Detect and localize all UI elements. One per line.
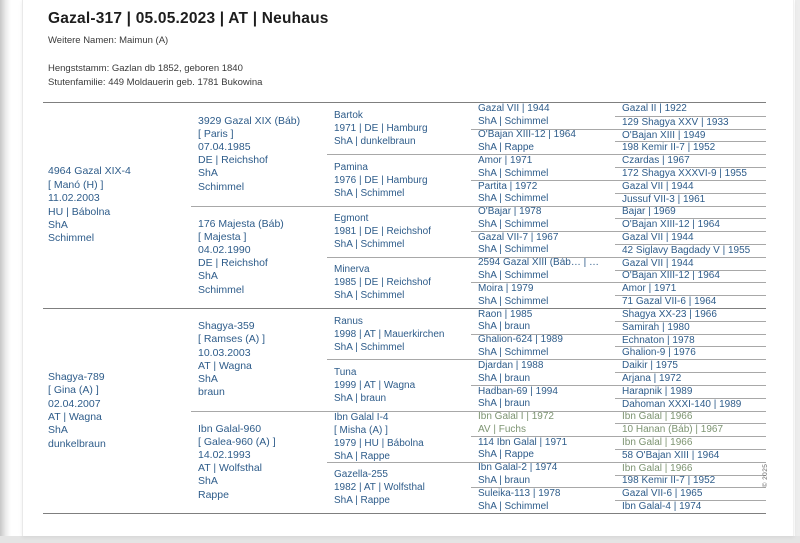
pedigree-cell[interactable]	[615, 385, 766, 398]
pedigree-cell-line: Gazella-255	[334, 469, 388, 481]
pedigree-cell-line: 129 Shagya XXV | 1933	[622, 116, 729, 128]
pedigree-cell-line: Rappe	[198, 488, 229, 501]
pedigree-cell[interactable]	[615, 141, 766, 154]
pedigree-cell[interactable]	[615, 334, 766, 347]
pedigree-cell[interactable]	[615, 475, 766, 488]
pedigree-cell-line: 10.03.2003	[198, 346, 251, 359]
pedigree-cell[interactable]	[191, 308, 327, 411]
pedigree-cell[interactable]	[471, 385, 615, 411]
pedigree-cell-line: Tuna	[334, 366, 357, 378]
pedigree-cell[interactable]	[615, 180, 766, 193]
pedigree-cell[interactable]	[615, 372, 766, 385]
pedigree-cell-line: Jussuf VII-3 | 1961	[622, 193, 706, 205]
pedigree-cell[interactable]	[43, 308, 191, 513]
pedigree-cell-line: ShA | braun	[478, 321, 531, 333]
pedigree-cell-line: Minerva	[334, 264, 370, 276]
pedigree-cell[interactable]	[191, 103, 327, 206]
pedigree-cell-line: HU | Bábolna	[48, 205, 111, 218]
pedigree-cell-line: Czardas | 1967	[622, 155, 690, 167]
pedigree-cell-line: 71 Gazal VII-6 | 1964	[622, 296, 717, 308]
pedigree-cell[interactable]	[615, 282, 766, 295]
pedigree-cell-line: ShA | Schimmel	[334, 239, 405, 251]
pedigree-cell-line: Gazal VII-6 | 1965	[622, 488, 703, 500]
pedigree-cell[interactable]	[615, 231, 766, 244]
pedigree-cell-line: ShA	[48, 218, 68, 231]
pedigree-cell-line: Ibn Galal-2 | 1974	[478, 462, 558, 474]
pedigree-cell-line: Amor | 1971	[478, 154, 533, 166]
pedigree-cell-line: Raon | 1985	[478, 308, 533, 320]
pedigree-cell-line: 1979 | HU | Bábolna	[334, 437, 424, 449]
pedigree-cell[interactable]	[615, 295, 766, 308]
pedigree-cell-line: Ibn Galal | 1966	[622, 462, 693, 474]
pedigree-cell-line: Djardan | 1988	[478, 359, 544, 371]
pedigree-cell-line: ShA | Schimmel	[478, 193, 549, 205]
stutenfamilie-line: Stutenfamilie: 449 Moldauerin geb. 1781 Bukowina	[48, 77, 263, 88]
pedigree-cell-line: Harapnik | 1989	[622, 385, 693, 397]
pedigree-cell-line: Gazal VII | 1944	[478, 103, 550, 115]
pedigree-cell-line: dunkelbraun	[48, 437, 106, 450]
pedigree-cell[interactable]	[615, 257, 766, 270]
pedigree-cell-line: 1971 | DE | Hamburg	[334, 123, 428, 135]
pedigree-cell-line: 1998 | AT | Mauerkirchen	[334, 328, 445, 340]
lineage-info	[48, 62, 329, 90]
pedigree-cell-line: ShA	[198, 372, 218, 385]
pedigree-cell-line: Daikir | 1975	[622, 360, 678, 372]
pedigree-cell-line: Ibn Galal I-4	[334, 411, 389, 423]
pedigree-cell-line: 07.04.1985	[198, 141, 251, 154]
pedigree-cell[interactable]	[615, 193, 766, 206]
pedigree-cell-line: [ Manó (H) ]	[48, 178, 104, 191]
pedigree-cell-line: DE | Reichshof	[198, 257, 268, 270]
pedigree-cell-line: 172 Shagya XXXVI-9 | 1955	[622, 167, 747, 179]
pedigree-cell-line: ShA | Rappe	[478, 141, 534, 153]
pedigree-cell[interactable]	[471, 154, 615, 180]
page-edge-right	[795, 0, 800, 543]
pedigree-cell-line: Samirah | 1980	[622, 321, 690, 333]
pedigree-cell[interactable]	[327, 308, 471, 359]
pedigree-cell[interactable]	[615, 346, 766, 359]
pedigree-cell-line: Ranus	[334, 315, 363, 327]
pedigree-cell[interactable]	[191, 411, 327, 514]
pedigree-cell-line: 14.02.1993	[198, 449, 251, 462]
pedigree-cell-line: 114 Ibn Galal | 1971	[478, 436, 568, 448]
pedigree-cell[interactable]	[615, 411, 766, 424]
pedigree-cell[interactable]	[615, 116, 766, 129]
pedigree-cell[interactable]	[327, 359, 471, 410]
pedigree-cell-line: Gazal VII | 1944	[622, 257, 694, 269]
pedigree-cell-line: 42 Siglavy Bagdady V | 1955	[622, 244, 751, 256]
pedigree-cell-line: Moira | 1979	[478, 283, 534, 295]
pedigree-cell-line: Ibn Galal-960	[198, 422, 262, 435]
pedigree-cell-line: 58 O'Bajan XIII | 1964	[622, 449, 720, 461]
pedigree-cell-line: 176 Majesta (Báb)	[198, 217, 284, 230]
pedigree-cell[interactable]	[471, 462, 615, 488]
pedigree-cell[interactable]	[615, 129, 766, 142]
pedigree-cell-line: Egmont	[334, 213, 369, 225]
pedigree-cell[interactable]	[615, 423, 766, 436]
pedigree-cell-line: 04.02.1990	[198, 244, 251, 257]
pedigree-cell-line: ShA | Schimmel	[478, 270, 549, 282]
pedigree-cell-line: Pamina	[334, 161, 368, 173]
pedigree-cell-line: ShA | braun	[478, 398, 531, 410]
pedigree-cell-line: [ Gina (A) ]	[48, 384, 99, 397]
pedigree-cell-line: braun	[198, 386, 225, 399]
pedigree-cell-line: AV | Fuchs	[478, 423, 526, 435]
pedigree-cell-line: ShA	[198, 270, 218, 283]
pedigree-cell[interactable]	[43, 103, 191, 308]
pedigree-cell-line: Gazal VII | 1944	[622, 232, 694, 244]
pedigree-cell-line: ShA | Schimmel	[478, 167, 549, 179]
pedigree-cell-line: ShA | dunkelbraun	[334, 136, 416, 148]
pedigree-cell-line: ShA | Schimmel	[478, 295, 549, 307]
pedigree-cell-line: ShA | Schimmel	[478, 115, 549, 127]
pedigree-cell-line: 198 Kemir II-7 | 1952	[622, 475, 716, 487]
pedigree-cell[interactable]	[471, 436, 615, 462]
pedigree-cell-line: 198 Kemir II-7 | 1952	[622, 142, 716, 154]
pedigree-cell-line: Ibn Galal-4 | 1974	[622, 501, 702, 513]
pedigree-cell-line: [ Majesta ]	[198, 230, 247, 243]
pedigree-cell-line: [ Galea-960 (A) ]	[198, 435, 276, 448]
pedigree-cell-line: Shagya-359	[198, 320, 255, 333]
pedigree-cell-line: ShA | braun	[478, 475, 531, 487]
pedigree-cell-line: 1985 | DE | Reichshof	[334, 277, 431, 289]
pedigree-cell-line: AT | Wagna	[48, 411, 102, 423]
pedigree-cell-line: O'Bajan XIII-12 | 1964	[622, 219, 720, 231]
pedigree-cell-line: [ Paris ]	[198, 127, 234, 140]
pedigree-cell[interactable]	[615, 500, 766, 513]
page-header	[48, 10, 329, 90]
pedigree-cell-line: ShA	[198, 475, 218, 488]
pedigree-cell[interactable]	[471, 129, 615, 155]
pedigree-cell[interactable]	[327, 154, 471, 205]
page-edge-shadow	[0, 0, 11, 543]
pedigree-cell-line: ShA | Rappe	[334, 495, 390, 507]
pedigree-cell-line: Bartok	[334, 110, 363, 122]
pedigree-cell[interactable]	[471, 180, 615, 206]
pedigree-cell[interactable]	[615, 167, 766, 180]
pedigree-cell-line: ShA | Schimmel	[334, 290, 405, 302]
pedigree-cell-line: ShA | braun	[478, 372, 531, 384]
pedigree-cell-line: 10 Hanan (Báb) | 1967	[622, 424, 724, 436]
pedigree-cell[interactable]	[327, 411, 471, 462]
pedigree-cell[interactable]	[327, 103, 471, 154]
pedigree-cell-line: Arjana | 1972	[622, 372, 682, 384]
pedigree-cell-line: [ Ramses (A) ]	[198, 333, 266, 346]
pedigree-cell-line: Ibn Galal | 1966	[622, 437, 693, 449]
pedigree-cell-line: Suleika-113 | 1978	[478, 488, 561, 500]
pedigree-cell[interactable]	[615, 154, 766, 167]
hengststamm-line: Hengststamm: Gazlan db 1852, geboren 1840	[48, 63, 243, 74]
pedigree-cell-line: 4964 Gazal XIX-4	[48, 165, 131, 178]
pedigree-cell[interactable]	[615, 436, 766, 449]
pedigree-cell-line: Schimmel	[48, 232, 95, 245]
pedigree-cell-line: [ Misha (A) ]	[334, 424, 388, 436]
pedigree-cell-line: Partita | 1972	[478, 180, 538, 192]
pedigree-cell-line: ShA	[48, 424, 68, 437]
pedigree-cell-line: ShA | Rappe	[334, 450, 390, 462]
pedigree-cell-line: Hadban-69 | 1994	[478, 385, 558, 397]
pedigree-cell-line: Ghalion-9 | 1976	[622, 347, 696, 359]
pedigree-cell[interactable]	[327, 257, 471, 308]
pedigree-cell-line: 2594 Gazal XIII (Báb… | …	[478, 257, 599, 269]
pedigree-cell[interactable]	[471, 206, 615, 232]
pedigree-cell[interactable]	[615, 359, 766, 372]
page-edge-bottom	[0, 536, 800, 543]
pedigree-cell-line: ShA | Schimmel	[478, 346, 549, 358]
pedigree-cell-line: Gazal II | 1922	[622, 103, 687, 115]
pedigree-cell-line: ShA | Schimmel	[478, 500, 549, 512]
pedigree-cell-line: O'Bajan XIII | 1949	[622, 129, 706, 141]
pedigree-cell-line: ShA | Schimmel	[334, 187, 405, 199]
pedigree-cell[interactable]	[615, 462, 766, 475]
pedigree-cell-line: Amor | 1971	[622, 283, 677, 295]
pedigree-cell-line: ShA | Schimmel	[334, 341, 405, 353]
pedigree-cell-line: Echnaton | 1978	[622, 334, 695, 346]
pedigree-cell-line: 1982 | AT | Wolfsthal	[334, 482, 425, 494]
pedigree-cell-line: O'Bajar | 1978	[478, 206, 542, 218]
pedigree-cell-line: 02.04.2007	[48, 397, 101, 410]
pedigree-cell-line: 3929 Gazal XIX (Báb)	[198, 114, 301, 127]
pedigree-cell[interactable]	[615, 103, 766, 116]
pedigree-cell[interactable]	[471, 334, 615, 360]
pedigree-cell-line: Schimmel	[198, 180, 245, 193]
pedigree-cell-line: ShA | Rappe	[478, 449, 534, 461]
pedigree-cell[interactable]	[191, 206, 327, 309]
pedigree-cell-line: Ibn Galal I | 1972	[478, 411, 554, 423]
pedigree-cell[interactable]	[615, 206, 766, 219]
pedigree-cell-line: Ibn Galal | 1966	[622, 411, 693, 423]
pedigree-cell-line: Shagya XX-23 | 1966	[622, 308, 717, 320]
pedigree-cell[interactable]	[471, 308, 615, 334]
pedigree-cell-line: ShA | braun	[334, 392, 387, 404]
copyright-note: © 2025	[761, 463, 769, 488]
pedigree-cell-line: Gazal VII-7 | 1967	[478, 231, 559, 243]
pedigree-page	[22, 0, 794, 536]
pedigree-cell[interactable]	[615, 321, 766, 334]
pedigree-cell[interactable]	[615, 487, 766, 500]
pedigree-table	[43, 102, 766, 514]
pedigree-cell-line: O'Bajan XIII-12 | 1964	[478, 129, 576, 141]
pedigree-cell[interactable]	[471, 282, 615, 308]
pedigree-cell[interactable]	[471, 487, 615, 513]
pedigree-cell-line: 1999 | AT | Wagna	[334, 379, 416, 391]
pedigree-cell-line: DE | Reichshof	[198, 154, 268, 167]
pedigree-cell[interactable]	[471, 103, 615, 129]
pedigree-cell-line: Schimmel	[198, 283, 245, 296]
pedigree-cell-line: ShA	[198, 167, 218, 180]
page-title: Gazal-317 | 05.05.2023 | AT | Neuhaus	[48, 10, 329, 27]
pedigree-cell[interactable]	[327, 462, 471, 513]
pedigree-cell[interactable]	[471, 411, 615, 437]
pedigree-cell-line: O'Bajan XIII-12 | 1964	[622, 270, 720, 282]
pedigree-cell-line: Gazal VII | 1944	[622, 180, 694, 192]
pedigree-cell-line: AT | Wolfsthal	[198, 462, 262, 475]
pedigree-cell[interactable]	[615, 270, 766, 283]
pedigree-cell-line: ShA | Schimmel	[478, 244, 549, 256]
pedigree-cell[interactable]	[615, 308, 766, 321]
pedigree-cell-line: 1981 | DE | Reichshof	[334, 226, 431, 238]
pedigree-cell[interactable]	[615, 244, 766, 257]
pedigree-cell-line: 11.02.2003	[48, 192, 100, 205]
pedigree-cell-line: ShA | Schimmel	[478, 218, 549, 230]
pedigree-cell-line: Dahoman XXXI-140 | 1989	[622, 398, 742, 410]
pedigree-cell[interactable]	[471, 257, 615, 283]
pedigree-cell[interactable]	[615, 449, 766, 462]
pedigree-cell[interactable]	[615, 398, 766, 411]
pedigree-cell-line: Bajar | 1969	[622, 206, 676, 218]
pedigree-cell-line: Shagya-789	[48, 370, 105, 383]
pedigree-cell-line: 1976 | DE | Hamburg	[334, 174, 428, 186]
pedigree-cell[interactable]	[471, 359, 615, 385]
pedigree-cell-line: Ghalion-624 | 1989	[478, 334, 563, 346]
pedigree-cell[interactable]	[615, 218, 766, 231]
alternate-names: Weitere Namen: Maimun (A)	[48, 35, 169, 46]
pedigree-cell-line: AT | Wagna	[198, 359, 252, 372]
pedigree-cell[interactable]	[471, 231, 615, 257]
pedigree-cell[interactable]	[327, 206, 471, 257]
